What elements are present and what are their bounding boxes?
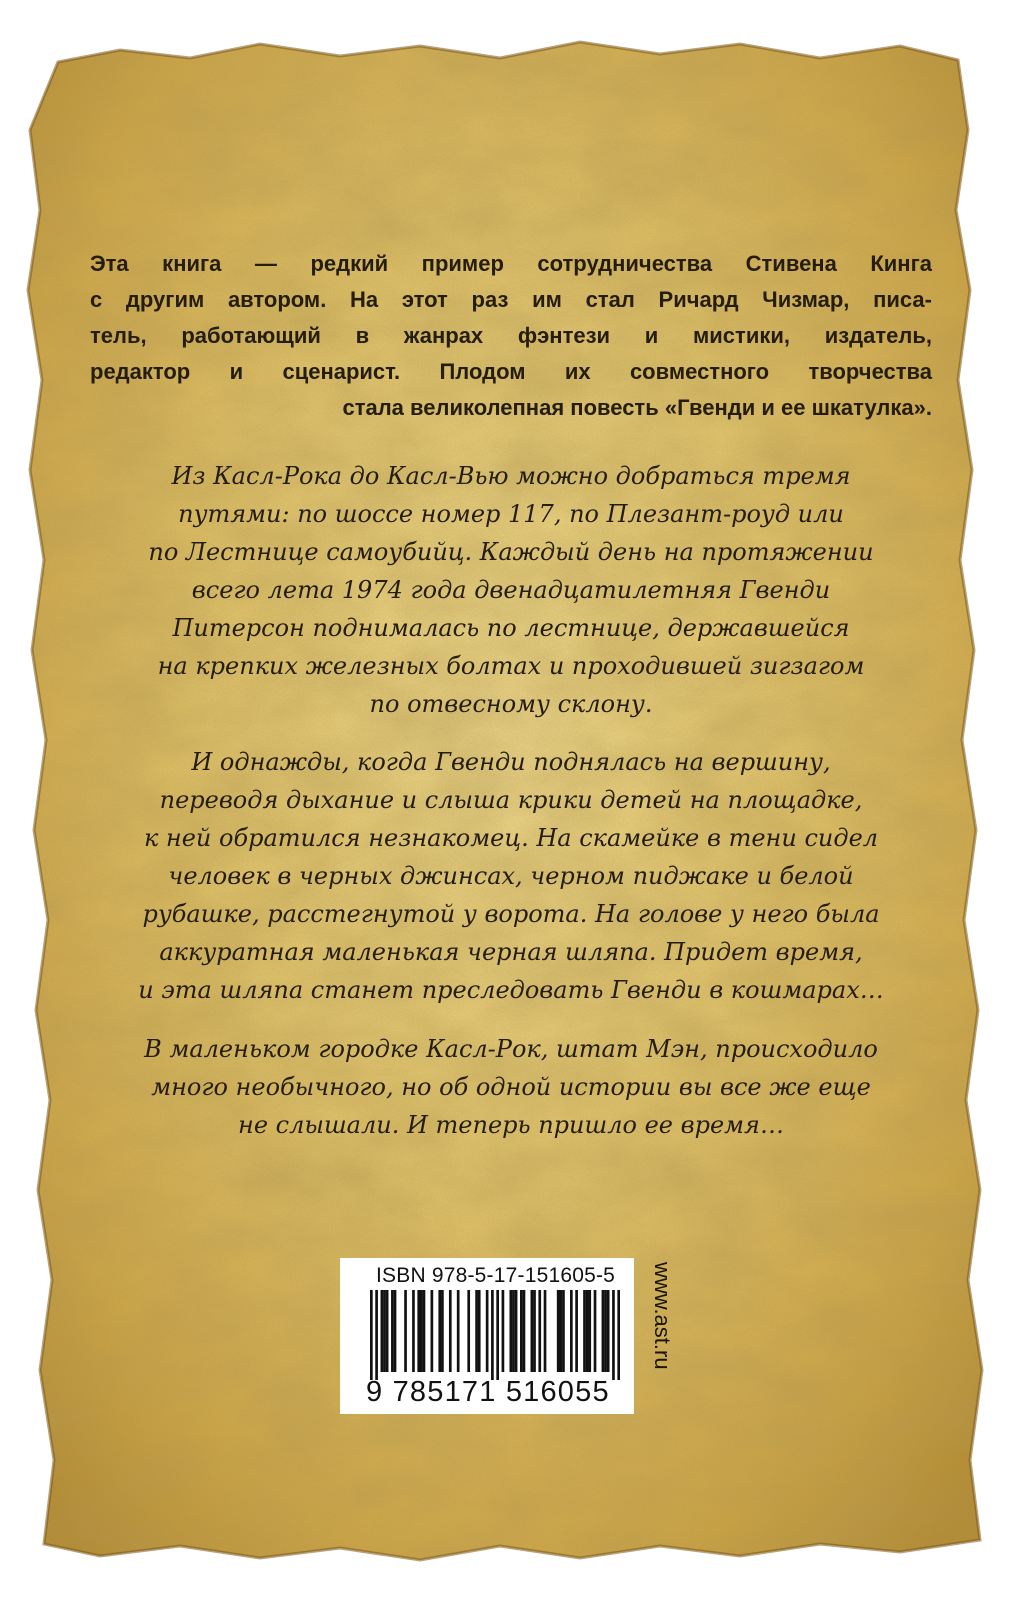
barcode-bar xyxy=(575,1290,578,1372)
barcode-icon xyxy=(370,1290,620,1380)
barcode-bar xyxy=(375,1290,378,1380)
barcode-bar xyxy=(617,1290,620,1380)
barcode-bar xyxy=(420,1290,423,1372)
lead-line: с другим автором. На этот раз им стал Ричард Чизмар, писа- xyxy=(90,287,932,312)
barcode-bar xyxy=(515,1290,518,1372)
lead-line: Эта книга — редкий пример сотрудничества Стивена Кинга xyxy=(90,251,932,276)
synopsis-line: и эта шляпа станет преследовать Гвенди в кошмарах… xyxy=(138,976,884,1004)
synopsis-line: Из Касл-Рока до Касл-Вью можно добраться тремя xyxy=(171,462,851,490)
barcode-bar xyxy=(509,1290,512,1372)
isbn-barcode-panel xyxy=(340,1258,634,1414)
publisher-website: www.ast.ru xyxy=(650,1262,675,1370)
barcode-bar xyxy=(520,1290,523,1372)
barcode-digits: 9 785171 516055 xyxy=(366,1376,610,1408)
barcode-bar xyxy=(486,1290,489,1372)
synopsis-line: не слышали. И теперь пришло ее время… xyxy=(238,1111,784,1139)
barcode-bar xyxy=(412,1290,415,1372)
synopsis-line: на крепких железных болтах и проходившей зигзагом xyxy=(157,652,865,680)
barcode-bar xyxy=(431,1290,434,1372)
barcode-bar xyxy=(538,1290,541,1372)
barcode-bar xyxy=(496,1290,499,1380)
synopsis-line: аккуратная маленькая черная шляпа. Придет время, xyxy=(159,938,863,966)
barcode-bar xyxy=(383,1290,386,1372)
barcode-bar xyxy=(475,1290,478,1372)
barcode-bar xyxy=(602,1290,605,1372)
synopsis-line: по отвесному склону. xyxy=(369,690,653,718)
synopsis-line: В маленьком городке Касл-Рок, штат Мэн, происходило xyxy=(144,1035,878,1063)
barcode-bar xyxy=(612,1290,615,1380)
barcode-bar xyxy=(512,1290,515,1372)
synopsis-line: человек в черных джинсах, черном пиджаке и белой xyxy=(168,862,854,890)
barcode-bar xyxy=(404,1290,407,1372)
synopsis-line: всего лета 1974 года двенадцатилетняя Гвенди xyxy=(191,576,831,604)
barcode-bar xyxy=(562,1290,565,1372)
synopsis-paragraph-1 xyxy=(90,457,932,723)
synopsis-paragraph-3 xyxy=(90,1030,932,1144)
barcode-bar xyxy=(441,1290,444,1372)
synopsis-line: И однажды, когда Гвенди поднялась на вершину, xyxy=(191,748,831,776)
barcode-bar xyxy=(370,1290,373,1380)
barcode-bar xyxy=(491,1290,494,1380)
lead-line: стала великолепная повесть «Гвенди и ее шкатулка». xyxy=(342,395,932,420)
barcode-bar xyxy=(391,1290,394,1372)
synopsis-line: переводя дыхание и слыша крики детей на площадке, xyxy=(159,786,863,814)
barcode-bar xyxy=(423,1290,426,1372)
lead-line: тель, работающий в жанрах фэнтези и мистики, издатель, xyxy=(90,323,932,348)
barcode-bar xyxy=(502,1290,505,1372)
synopsis-paragraph-2 xyxy=(90,743,932,1009)
barcode-bar xyxy=(544,1290,547,1372)
barcode-bar xyxy=(583,1290,586,1372)
synopsis-line: к ней обратился незнакомец. На скамейке в тени сидел xyxy=(143,824,879,852)
barcode-bar xyxy=(531,1290,534,1372)
barcode-bar xyxy=(478,1290,481,1372)
barcode-bar xyxy=(559,1290,562,1372)
barcode-bar xyxy=(604,1290,607,1372)
isbn-label: ISBN 978-5-17-151605-5 xyxy=(376,1264,616,1287)
barcode-bar xyxy=(394,1290,397,1372)
barcode-bar xyxy=(449,1290,452,1372)
barcode-bar xyxy=(594,1290,597,1372)
barcode-bar xyxy=(557,1290,560,1372)
barcode-bar xyxy=(523,1290,526,1372)
synopsis-line: много необычного, но об одной истории вы все же еще xyxy=(151,1073,871,1101)
barcode-bar xyxy=(467,1290,470,1372)
barcode-bar xyxy=(607,1290,610,1372)
barcode-bar xyxy=(570,1290,573,1372)
barcode-bar xyxy=(533,1290,536,1372)
barcode-bar xyxy=(457,1290,460,1372)
lead-line: редактор и сценарист. Плодом их совместного творчества xyxy=(90,359,932,384)
synopsis-line: Питерсон поднималась по лестнице, державшейся xyxy=(172,614,850,642)
lead-paragraph xyxy=(90,246,932,426)
synopsis-line: по Лестнице самоубийц. Каждый день на протяжении xyxy=(148,538,874,566)
barcode-bar xyxy=(438,1290,441,1372)
barcode-bar xyxy=(586,1290,589,1372)
barcode-bar xyxy=(386,1290,389,1372)
synopsis-line: рубашке, расстегнутой у ворота. На голове у него была xyxy=(142,900,880,928)
barcode-bar xyxy=(588,1290,591,1372)
barcode-bar xyxy=(381,1290,384,1372)
synopsis-line: путями: по шоссе номер 117, по Плезант-роуд или xyxy=(178,500,844,528)
barcode-bar xyxy=(417,1290,420,1372)
